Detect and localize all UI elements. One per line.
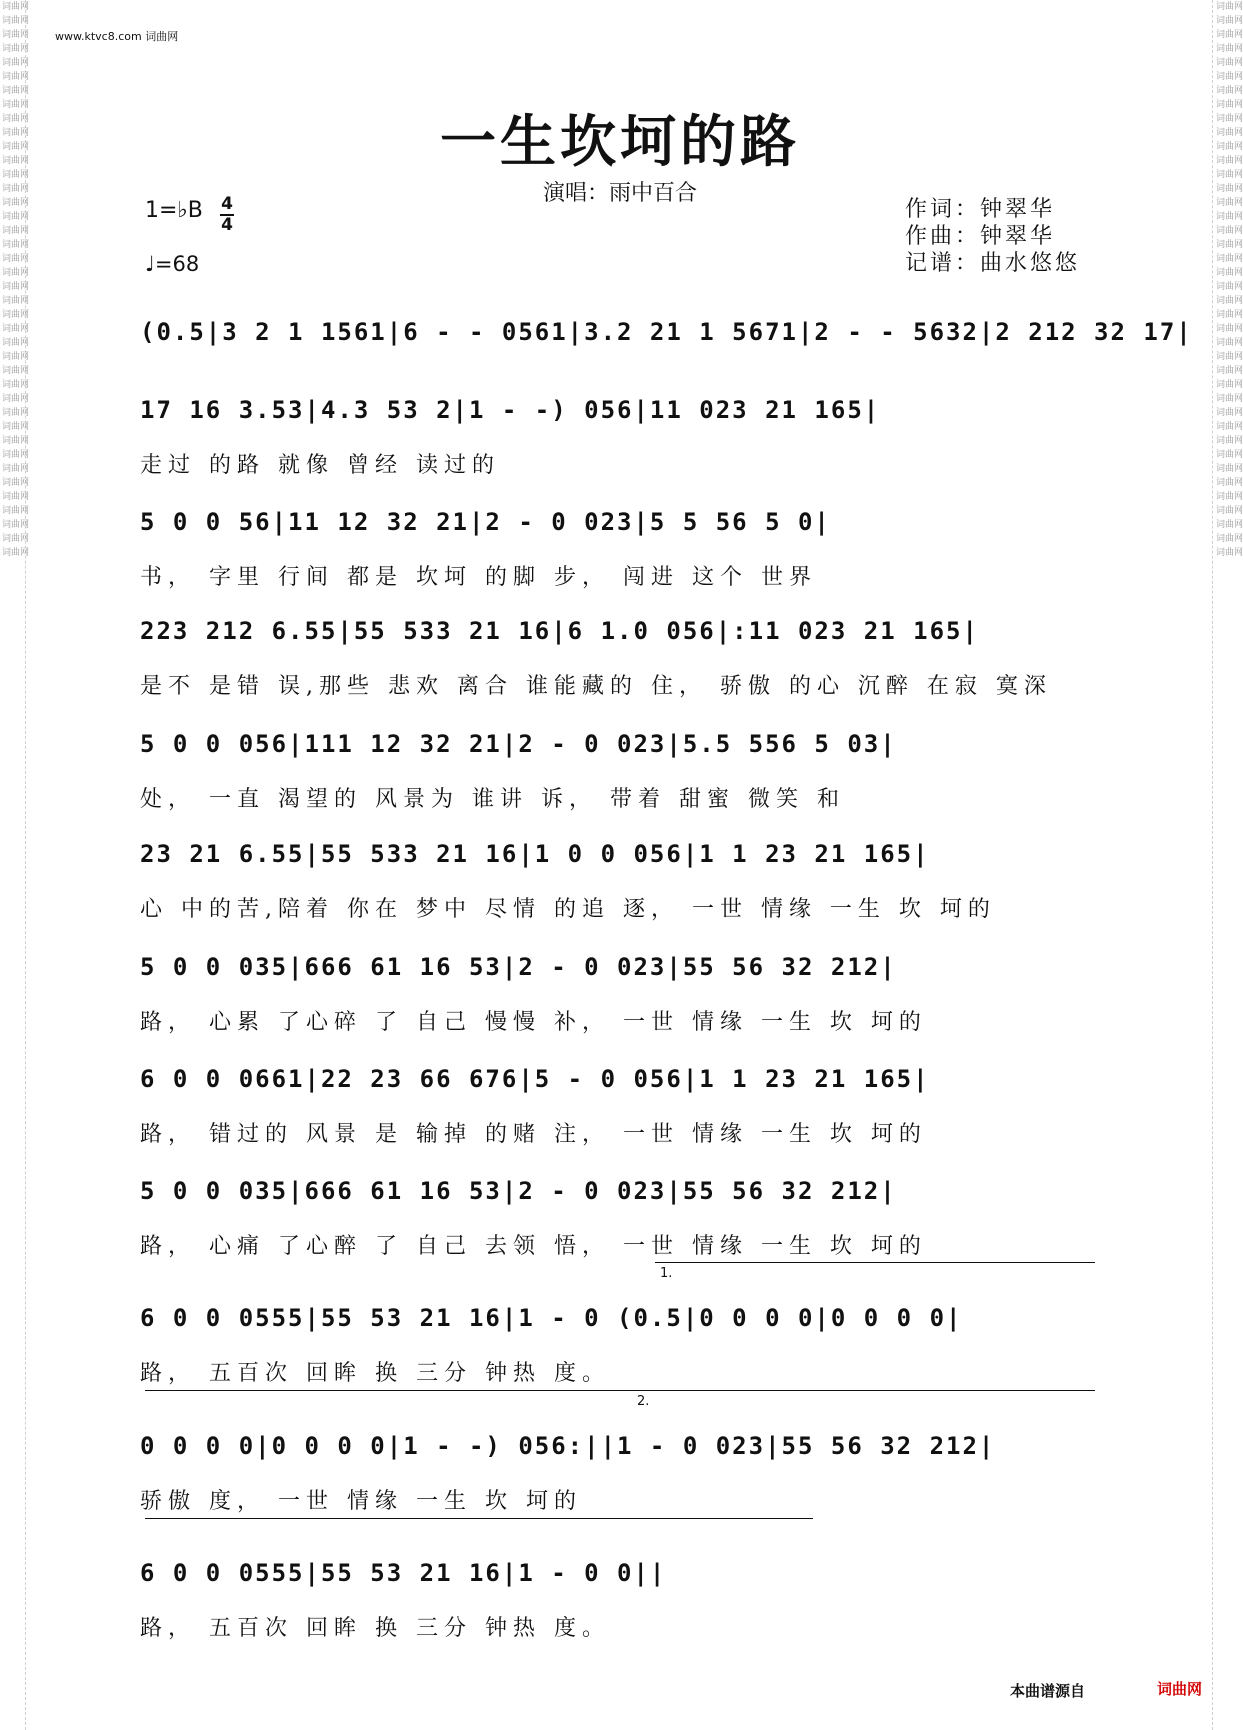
notation-line: 17 16 3.53|4.3 53 2|1 - -) 056|11 023 21 165|	[140, 396, 881, 424]
volta-2-label: 2.	[637, 1394, 650, 1409]
lyrics-line: 处， 一直 渴望的 风景为 谁讲 诉， 带着 甜蜜 微笑 和	[140, 787, 845, 812]
time-signature-top: 4	[221, 194, 233, 214]
lyrics-line: 骄傲 度， 一世 情缘 一生 坎 坷的	[140, 1489, 582, 1514]
lyrics-line: 路， 五百次 回眸 换 三分 钟热 度。	[140, 1361, 610, 1386]
tempo-marking: ♩=68	[145, 252, 200, 276]
time-signature	[220, 196, 234, 234]
notation-line: 5 0 0 035|666 61 16 53|2 - 0 023|55 56 32 212|	[140, 953, 897, 981]
lyrics-line: 走过 的路 就像 曾经 读过的	[140, 453, 500, 478]
volta-1-label: 1.	[660, 1266, 673, 1281]
notation-line: 5 0 0 56|11 12 32 21|2 - 0 023|5 5 56 5 0|	[140, 508, 831, 536]
lyrics-line: 书， 字里 行间 都是 坎坷 的脚 步， 闯进 这个 世界	[140, 565, 817, 590]
notation-line: 23 21 6.55|55 533 21 16|1 0 0 056|1 1 23 21 165|	[140, 840, 930, 868]
lyrics-line: 是不 是错 误,那些 悲欢 离合 谁能藏的 住， 骄傲 的心 沉醉 在寂 寞深	[140, 674, 1052, 699]
right-watermark-strip: 词曲网 词曲网 词曲网 词曲网 词曲网 词曲网 词曲网 词曲网 词曲网 词曲网 词曲网 词曲网 词曲网 词曲网 词曲网 词曲网 词曲网 词曲网 词曲网 词曲网 词曲网 词曲网 词曲网 词曲网 词曲网 词曲网 词曲网 词曲网 词曲网 词曲网 词曲网 词曲网 词曲网 词曲网 词曲网 词曲网 词曲网 词曲网 词曲网 词曲网	[1216, 2, 1243, 558]
footer-brand-link[interactable]: 词曲网	[1157, 1680, 1203, 1698]
lyricist: 作词：钟翠华	[905, 197, 1056, 222]
notation-line: 5 0 0 056|111 12 32 21|2 - 0 023|5.5 556 5 03|	[140, 730, 897, 758]
song-title: 一生坎坷的路	[440, 109, 800, 175]
key-signature: 1=♭B	[145, 198, 203, 223]
lyrics-line: 路， 错过的 风景 是 输掉 的赌 注， 一世 情缘 一生 坎 坷的	[140, 1122, 927, 1147]
notation-line: 6 0 0 0661|22 23 66 676|5 - 0 056|1 1 23 21 165|	[140, 1065, 930, 1093]
site-header[interactable]	[55, 28, 178, 44]
lyrics-line: 路， 五百次 回眸 换 三分 钟热 度。	[140, 1616, 610, 1641]
lyrics-line: 心 中的苦,陪着 你在 梦中 尽情 的追 逐， 一世 情缘 一生 坎 坷的	[140, 897, 996, 922]
volta-1-bracket	[655, 1262, 1095, 1263]
notation-line: 6 0 0 0555|55 53 21 16|1 - 0 0||	[140, 1559, 667, 1587]
credits	[905, 196, 1080, 277]
left-watermark-strip: 词曲网 词曲网 词曲网 词曲网 词曲网 词曲网 词曲网 词曲网 词曲网 词曲网 词曲网 词曲网 词曲网 词曲网 词曲网 词曲网 词曲网 词曲网 词曲网 词曲网 词曲网 词曲网 词曲网 词曲网 词曲网 词曲网 词曲网 词曲网 词曲网 词曲网 词曲网 词曲网 词曲网 词曲网 词曲网 词曲网 词曲网 词曲网 词曲网 词曲网	[2, 2, 30, 558]
notation-line: 5 0 0 035|666 61 16 53|2 - 0 023|55 56 32 212|	[140, 1177, 897, 1205]
footer-source-label: 本曲谱源自	[1010, 1682, 1086, 1700]
volta-2-continuation	[145, 1518, 813, 1519]
site-url[interactable]: www.ktvc8.com	[55, 30, 142, 43]
transcriber: 记谱：曲水悠悠	[905, 251, 1081, 276]
lyrics-line: 路， 心累 了心碎 了 自己 慢慢 补， 一世 情缘 一生 坎 坷的	[140, 1010, 927, 1035]
volta-1-continuation	[145, 1390, 1095, 1391]
composer: 作曲：钟翠华	[905, 224, 1056, 249]
singer: 演唱：雨中百合	[542, 181, 697, 206]
site-name[interactable]: 词曲网	[145, 30, 179, 43]
notation-line: 6 0 0 0555|55 53 21 16|1 - 0 (0.5|0 0 0 0|0 0 0 0|	[140, 1304, 963, 1332]
lyrics-line: 路， 心痛 了心醉 了 自己 去领 悟， 一世 情缘 一生 坎 坷的	[140, 1234, 927, 1259]
notation-line: 223 212 6.55|55 533 21 16|6 1.0 056|:11 023 21 165|	[140, 617, 979, 645]
notation-line: (0.5|3 2 1 1561|6 - - 0561|3.2 21 1 5671|2 - - 5632|2 212 32 17|	[140, 318, 1193, 346]
notation-line: 0 0 0 0|0 0 0 0|1 - -) 056:||1 - 0 023|55 56 32 212|	[140, 1432, 996, 1460]
right-margin-line	[1212, 0, 1213, 1730]
time-signature-bottom: 4	[221, 215, 233, 235]
